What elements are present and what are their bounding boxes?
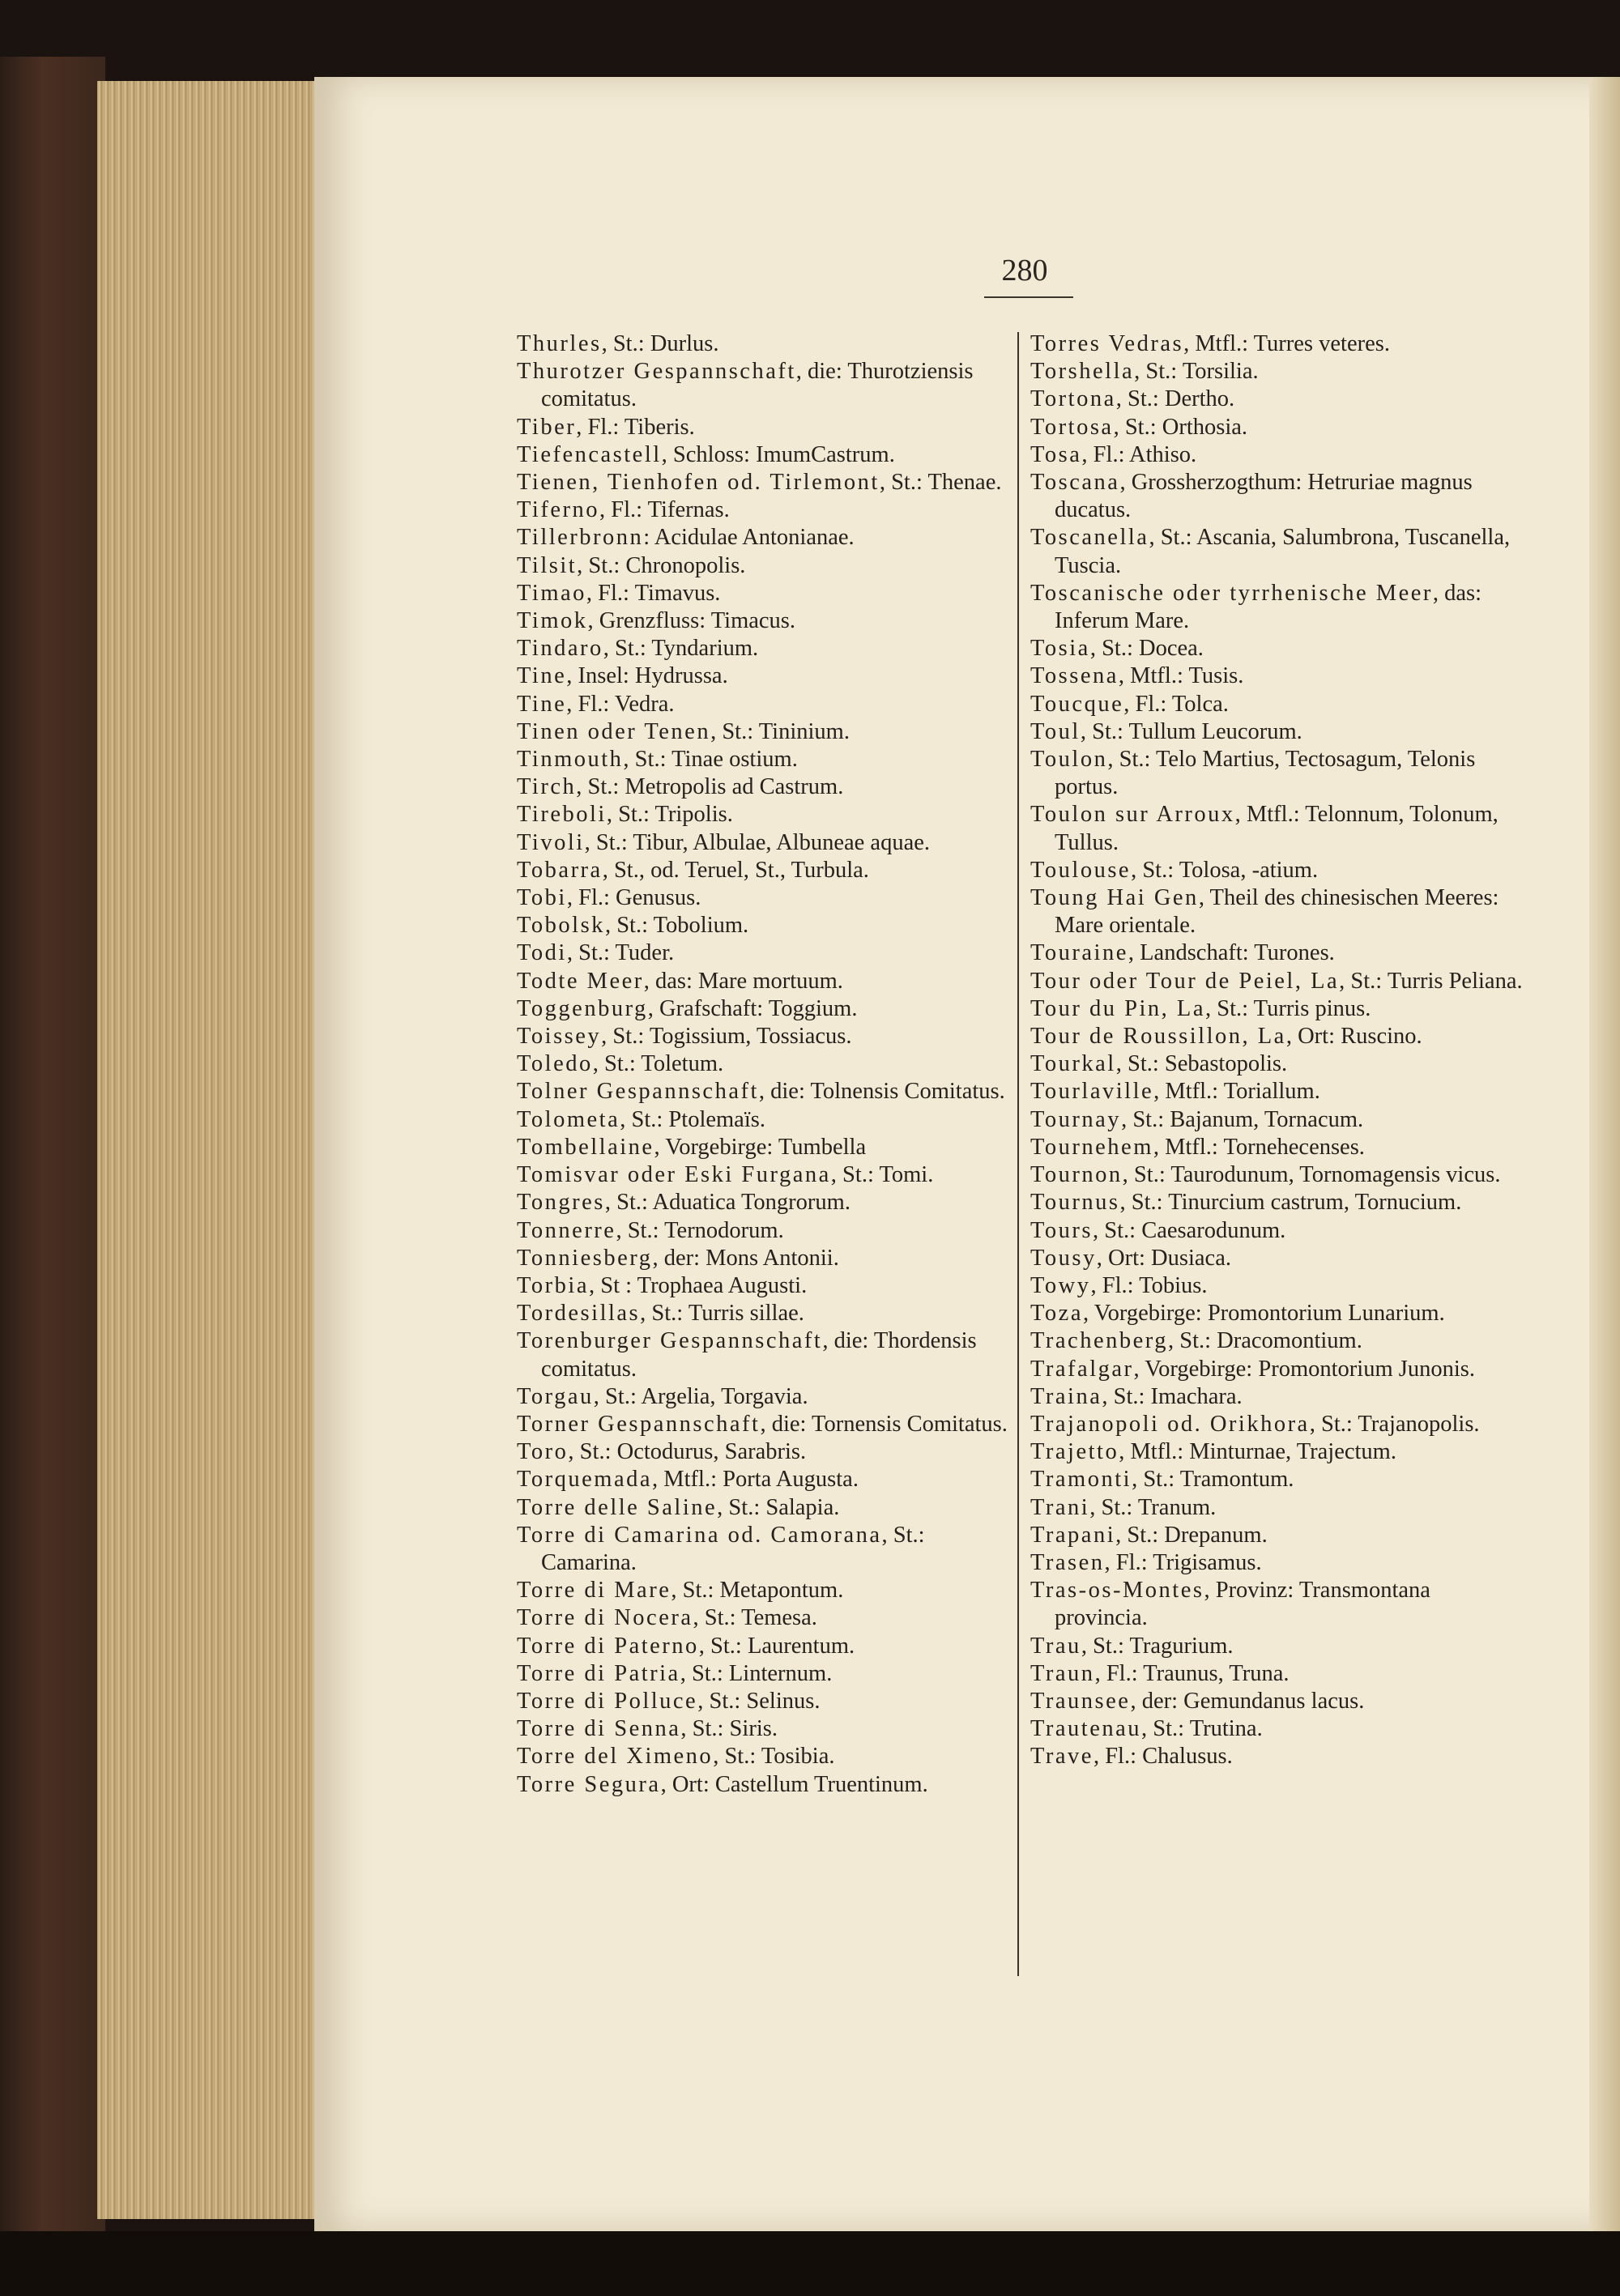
entry-text: , Fl.: Timavus. [586, 580, 721, 606]
dictionary-entry [517, 1411, 1011, 1438]
entry-term: Trajanopoli od. Orikhora [1030, 1411, 1310, 1437]
entry-term: Tour oder Tour de Peiel, La [1030, 968, 1340, 994]
entry-term: Torre di Nocera [517, 1605, 693, 1631]
dictionary-entry [517, 1577, 1011, 1604]
entry-text: , der: Gemundanus lacus. [1130, 1688, 1365, 1714]
dictionary-entry [517, 968, 1011, 995]
dictionary-entry [517, 691, 1011, 718]
entry-term: Toro [517, 1439, 569, 1465]
dictionary-entry [1030, 995, 1526, 1023]
dictionary-entry [1030, 330, 1526, 358]
entry-term: Tordesillas [517, 1301, 641, 1327]
dictionary-entry [517, 939, 1011, 967]
entry-term: Touraine [1030, 940, 1128, 966]
entry-term: Torgau [517, 1383, 594, 1409]
entry-text: , St.: Tragurium. [1081, 1633, 1234, 1659]
dictionary-entry [517, 1106, 1011, 1134]
dictionary-entry [517, 607, 1011, 635]
entry-term: Trau [1030, 1633, 1081, 1659]
dictionary-entry [1030, 746, 1526, 801]
entry-term: Tindaro [517, 636, 603, 662]
dictionary-entry [1030, 414, 1526, 441]
dictionary-entry [1030, 691, 1526, 718]
entry-text: , St.: Octodurus, Sarabris. [568, 1439, 807, 1465]
dictionary-entry [517, 1660, 1011, 1688]
entry-text: , Provinz: Transmontana provincia. [1055, 1578, 1430, 1631]
entry-text: , St.: Dracomontium. [1167, 1328, 1362, 1354]
dictionary-entry [1030, 718, 1526, 746]
dictionary-entry [517, 1161, 1011, 1189]
entry-term: Towy [1030, 1272, 1091, 1298]
dictionary-entry [1030, 1300, 1526, 1327]
dictionary-entry [1030, 1743, 1526, 1770]
entry-term: Tinmouth [517, 747, 624, 773]
entry-text: , St.: Turris Peliana. [1339, 968, 1523, 994]
dictionary-entry [1030, 857, 1526, 884]
entry-text: , St.: Tyndarium. [603, 636, 759, 662]
dictionary-entry [1030, 1522, 1526, 1549]
entry-term: Trave [1030, 1744, 1094, 1770]
entry-term: Toulouse [1030, 857, 1132, 883]
entry-term: Toscanella [1030, 525, 1149, 551]
dictionary-entry [517, 884, 1011, 912]
entry-text: , St.: Docea. [1089, 636, 1204, 662]
entry-text: , St.: Tosibia. [713, 1744, 835, 1770]
entry-text: , St.: Temesa. [693, 1605, 817, 1631]
entry-text: , St.: Dertho. [1115, 386, 1235, 412]
entry-term: Torre di Camarina od. Camorana [517, 1522, 882, 1548]
dictionary-entry [517, 857, 1011, 884]
dictionary-entry [517, 358, 1011, 413]
entry-term: Trapani [1030, 1522, 1116, 1548]
entry-text: , Mtfl.: Porta Augusta. [652, 1467, 859, 1493]
column-divider [1017, 332, 1019, 1976]
entry-term: Tour de Roussillon, La [1030, 1024, 1286, 1050]
entry-term: Toung Hai Gen [1030, 885, 1199, 911]
entry-term: Tournus [1030, 1190, 1120, 1216]
entry-term: Tobolsk [517, 913, 605, 939]
left-column [517, 330, 1011, 1799]
entry-text: , St.: Trajanopolis. [1309, 1411, 1480, 1437]
entry-term: Toissey [517, 1024, 602, 1050]
entry-term: Tras-os-Montes [1030, 1578, 1204, 1604]
dictionary-entry [1030, 1023, 1526, 1050]
entry-term: Tiferno [517, 497, 599, 523]
entry-text: , Fl.: Athiso. [1081, 441, 1197, 467]
entry-term: Tonnerre [517, 1217, 616, 1243]
dictionary-entry [517, 1604, 1011, 1632]
entry-text: , St.: Torsilia. [1134, 359, 1259, 385]
entry-text: , St.: Tuder. [566, 940, 675, 966]
dictionary-entry [517, 1438, 1011, 1466]
entry-text: , die: Thurotziensis comitatus. [541, 359, 974, 412]
page-number: 280 [1001, 253, 1048, 288]
dictionary-entry [1030, 441, 1526, 469]
entry-text: , St.: Ternodorum. [616, 1217, 784, 1243]
entry-term: Tournay [1030, 1106, 1122, 1132]
entry-text: , Fl.: Traunus, Truna. [1094, 1660, 1290, 1686]
entry-term: Tongres [517, 1190, 605, 1216]
entry-text: , die: Tornensis Comitatus. [760, 1411, 1008, 1437]
entry-term: Tourlaville [1030, 1079, 1154, 1105]
dictionary-entry [517, 773, 1011, 801]
dictionary-entry [517, 1050, 1011, 1078]
entry-term: Tomisvar oder Eski Furgana [517, 1162, 831, 1188]
entry-term: Torner Gespannschaft [517, 1411, 761, 1437]
dictionary-entry [517, 1715, 1011, 1743]
dictionary-entry [1030, 1494, 1526, 1522]
dictionary-entry [517, 1466, 1011, 1493]
dictionary-entry [517, 1327, 1011, 1382]
entry-term: Torenburger Gespannschaft [517, 1328, 823, 1354]
entry-text: , St.: Bajanum, Tornacum. [1121, 1106, 1364, 1132]
dictionary-entry [1030, 1161, 1526, 1189]
entry-text: , St.: Laurentum. [698, 1633, 855, 1659]
dictionary-entry [517, 746, 1011, 773]
dictionary-entry [517, 662, 1011, 690]
entry-text: , Grenzfluss: Timacus. [587, 608, 795, 634]
entry-text: , die: Thordensis comitatus. [541, 1328, 977, 1382]
entry-text: , das: Mare mortuum. [643, 968, 843, 994]
entry-text: , Theil des chinesischen Meeres: Mare orientale. [1055, 885, 1499, 939]
entry-term: Trani [1030, 1494, 1090, 1520]
dictionary-entry [1030, 1134, 1526, 1161]
dictionary-entry [1030, 968, 1526, 995]
dictionary-entry [517, 414, 1011, 441]
entry-term: Torre delle Saline [517, 1494, 718, 1520]
dictionary-entry [517, 1771, 1011, 1799]
entry-text: , St.: Tolosa, -atium. [1131, 857, 1319, 883]
next-page-edge [1589, 77, 1620, 2264]
entry-term: Tolner Gespannschaft [517, 1079, 759, 1105]
dictionary-entry [1030, 1549, 1526, 1577]
dictionary-entry [517, 1300, 1011, 1327]
dictionary-entry [517, 1743, 1011, 1770]
dictionary-entry [1030, 469, 1526, 524]
entry-term: Traunsee [1030, 1688, 1131, 1714]
entry-text: , Vorgebirge: Promontorium Lunarium. [1082, 1301, 1445, 1327]
entry-term: Tobarra [517, 857, 603, 883]
entry-text: , St.: Durlus. [601, 331, 719, 356]
entry-term: Tournehem [1030, 1134, 1153, 1160]
entry-text: , Mtfl.: Tusis. [1118, 663, 1244, 689]
entry-text: , Landschaft: Turones. [1128, 940, 1335, 966]
entry-text: , Insel: Hydrussa. [566, 663, 728, 689]
entry-text: , St.: Tripolis. [606, 802, 733, 828]
dictionary-entry [517, 635, 1011, 662]
entry-text: , St.: Chronopolis. [577, 552, 746, 578]
entry-text: , Fl.: Genusus. [566, 885, 701, 911]
dictionary-entry [517, 1688, 1011, 1715]
entry-term: Toulon sur Arroux [1030, 802, 1235, 828]
entry-term: Tossena [1030, 663, 1119, 689]
entry-text: , Ort: Dusiaca. [1096, 1245, 1231, 1271]
dictionary-entry [517, 1245, 1011, 1272]
dictionary-entry [517, 995, 1011, 1023]
entry-text: , St.: Tinurcium castrum, Tornucium. [1119, 1190, 1462, 1216]
entry-term: Tortosa [1030, 414, 1114, 440]
page-edges [97, 81, 318, 2219]
dictionary-entry [1030, 1217, 1526, 1245]
entry-term: Tours [1030, 1217, 1094, 1243]
entry-text: , St.: Tomi. [830, 1162, 934, 1188]
entry-term: Tortona [1030, 386, 1116, 412]
entry-text: , Fl.: Tolca. [1123, 691, 1229, 717]
entry-text: , St.: Thenae. [879, 470, 1002, 496]
entry-text: , Mtfl.: Tornehecenses. [1153, 1134, 1365, 1160]
dictionary-entry [1030, 939, 1526, 967]
page-number-rule [984, 296, 1073, 298]
entry-term: Torre di Polluce [517, 1688, 698, 1714]
entry-term: Tombellaine [517, 1134, 654, 1160]
dictionary-entry [517, 1189, 1011, 1216]
dictionary-entry [517, 441, 1011, 469]
dictionary-entry [517, 1494, 1011, 1522]
entry-term: Torbia [517, 1272, 589, 1298]
entry-term: Todi [517, 940, 567, 966]
entry-term: Tiber [517, 414, 577, 440]
entry-term: Tilsit [517, 552, 578, 578]
entry-text: , Mtfl.: Turres veteres. [1183, 331, 1390, 356]
entry-term: Trafalgar [1030, 1356, 1134, 1382]
entry-text: , St.: Caesarodunum. [1093, 1217, 1286, 1243]
entry-text: , St.: Siris. [680, 1716, 778, 1742]
entry-term: Tivoli [517, 829, 585, 855]
dictionary-entry [1030, 524, 1526, 579]
entry-text: , Fl.: Tiberis. [576, 414, 695, 440]
entry-text: , Vorgebirge: Tumbella [654, 1134, 867, 1160]
entry-text: , St.: Tranum. [1089, 1494, 1217, 1520]
entry-text: , Grafschaft: Toggium. [647, 995, 858, 1021]
entry-term: Tour du Pin, La [1030, 995, 1205, 1021]
dictionary-entry [517, 496, 1011, 524]
entry-term: Tiefencastell [517, 441, 662, 467]
dictionary-entry [517, 1023, 1011, 1050]
entry-text: , St.: Linternum. [680, 1660, 833, 1686]
book-cover-edge [0, 57, 105, 2260]
entry-term: Tramonti [1030, 1467, 1132, 1493]
entry-term: Todte Meer [517, 968, 644, 994]
entry-text: , Ort: Ruscino. [1285, 1024, 1422, 1050]
entry-text: , Fl.: Tifernas. [599, 497, 730, 523]
right-column [1030, 330, 1526, 1771]
dictionary-entry [1030, 1272, 1526, 1300]
dictionary-entry [517, 1522, 1011, 1577]
entry-text: , St.: Tullum Leucorum. [1080, 718, 1302, 744]
entry-text: , Ort: Castellum Truentinum. [660, 1771, 928, 1797]
entry-text: , Fl.: Vedra. [566, 691, 675, 717]
entry-text: , St.: Ptolemaïs. [620, 1106, 765, 1132]
entry-text: , St.: Argelia, Torgavia. [593, 1383, 808, 1409]
entry-text: , St.: Orthosia. [1113, 414, 1248, 440]
entry-text: , St.: Tinae ostium. [623, 747, 798, 773]
entry-term: Thurles [517, 331, 602, 356]
dictionary-entry [1030, 884, 1526, 939]
dictionary-entry [1030, 1633, 1526, 1660]
entry-term: Toggenburg [517, 995, 648, 1021]
entry-term: Torre di Paterno [517, 1633, 699, 1659]
entry-text: , St.: Trutina. [1141, 1716, 1263, 1742]
dictionary-entry [517, 469, 1011, 496]
dictionary-entry [1030, 1078, 1526, 1105]
entry-term: Toscanische oder tyrrhenische Meer [1030, 580, 1433, 606]
entry-term: Tosa [1030, 441, 1082, 467]
entry-text: , St.: Tobolium. [604, 913, 749, 939]
entry-term: Toulon [1030, 747, 1108, 773]
entry-term: Toul [1030, 718, 1081, 744]
entry-term: Timok [517, 608, 588, 634]
entry-text: , St.: Turris sillae. [640, 1301, 804, 1327]
entry-term: Timao [517, 580, 586, 606]
dictionary-entry [1030, 1466, 1526, 1493]
dictionary-entry [1030, 580, 1526, 635]
entry-text: , St.: Toletum. [592, 1051, 724, 1077]
entry-text: , St.: Telo Martius, Tectosagum, Telonis portus. [1055, 747, 1476, 800]
dictionary-entry [1030, 386, 1526, 413]
entry-term: Tine [517, 663, 567, 689]
dictionary-entry [517, 580, 1011, 607]
dictionary-entry [517, 1272, 1011, 1300]
entry-text: : Acidulae Antonianae. [643, 525, 855, 551]
dictionary-entry [1030, 1050, 1526, 1078]
dictionary-entry [517, 718, 1011, 746]
dictionary-entry [1030, 1688, 1526, 1715]
entry-text: , St.: Drepanum. [1115, 1522, 1268, 1548]
entry-text: , Mtfl.: Telonnum, Tolonum, Tullus. [1055, 802, 1498, 855]
entry-term: Trautenau [1030, 1716, 1142, 1742]
entry-term: Tonniesberg [517, 1245, 653, 1271]
entry-term: Tousy [1030, 1245, 1097, 1271]
dictionary-entry [1030, 801, 1526, 856]
entry-term: Tirch [517, 774, 577, 800]
entry-term: Torre Segura [517, 1771, 661, 1797]
entry-text: , St.: Tininium. [710, 718, 850, 744]
entry-text: , Mtfl.: Minturnae, Trajectum. [1119, 1439, 1396, 1465]
dictionary-entry [517, 801, 1011, 829]
entry-term: Trajetto [1030, 1439, 1119, 1465]
dictionary-entry [1030, 1660, 1526, 1688]
entry-text: , St.: Salapia. [717, 1494, 840, 1520]
dictionary-entry [1030, 1189, 1526, 1216]
entry-text: , St.: Ascania, Salumbrona, Tuscanella, Tuscia. [1055, 525, 1511, 578]
entry-term: Tireboli [517, 802, 607, 828]
entry-text: , St.: Imachara. [1102, 1383, 1243, 1409]
entry-term: Tolometa [517, 1106, 620, 1132]
entry-text: , Fl.: Tobius. [1090, 1272, 1208, 1298]
dictionary-entry [1030, 1411, 1526, 1438]
entry-term: Tosia [1030, 636, 1090, 662]
entry-text: , das: Inferum Mare. [1055, 580, 1482, 634]
dictionary-entry [1030, 1438, 1526, 1466]
entry-term: Tourkal [1030, 1051, 1116, 1077]
entry-term: Torshella [1030, 359, 1135, 385]
entry-term: Torre di Patria [517, 1660, 680, 1686]
dictionary-entry [1030, 1327, 1526, 1355]
dictionary-entry [1030, 1245, 1526, 1272]
entry-term: Torre del Ximeno [517, 1744, 714, 1770]
entry-term: Tinen oder Tenen [517, 718, 711, 744]
entry-text: , St.: Aduatica Tongrorum. [604, 1190, 850, 1216]
dictionary-entry [1030, 1715, 1526, 1743]
dictionary-entry [1030, 1356, 1526, 1383]
entry-term: Torquemada [517, 1467, 653, 1493]
entry-text: , St.: Metapontum. [671, 1578, 844, 1604]
entry-term: Toucque [1030, 691, 1124, 717]
entry-term: Tournon [1030, 1162, 1123, 1188]
entry-text: , St., od. Teruel, St., Turbula. [602, 857, 869, 883]
entry-text: , Mtfl.: Toriallum. [1153, 1079, 1320, 1105]
dictionary-entry [517, 912, 1011, 939]
entry-text: , St.: Metropolis ad Castrum. [576, 774, 844, 800]
entry-text: , St.: Turris pinus. [1205, 995, 1371, 1021]
entry-term: Toledo [517, 1051, 593, 1077]
entry-text: , die: Tolnensis Comitatus. [758, 1079, 1005, 1105]
entry-term: Toscana [1030, 470, 1120, 496]
dictionary-entry [517, 829, 1011, 857]
entry-text: , St.: Camarina. [541, 1522, 925, 1575]
dictionary-entry [517, 552, 1011, 580]
entry-term: Toza [1030, 1301, 1083, 1327]
entry-term: Torre di Senna [517, 1716, 681, 1742]
entry-text: , St.: Sebastopolis. [1115, 1051, 1288, 1077]
entry-term: Tienen, Tienhofen od. Tirlemont [517, 470, 880, 496]
entry-text: , Grossherzogthum: Hetruriae magnus ducatus. [1055, 470, 1473, 523]
background-shadow [0, 2231, 1620, 2296]
entry-term: Traun [1030, 1660, 1095, 1686]
dictionary-entry [517, 1633, 1011, 1660]
dictionary-entry [517, 1217, 1011, 1245]
entry-text: , St.: Tramontum. [1132, 1467, 1294, 1493]
entry-term: Tobi [517, 885, 567, 911]
dictionary-entry [517, 1078, 1011, 1105]
entry-text: , St.: Tibur, Albulae, Albuneae aquae. [584, 829, 930, 855]
entry-term: Thurotzer Gespannschaft [517, 359, 796, 385]
entry-text: , Vorgebirge: Promontorium Junonis. [1133, 1356, 1475, 1382]
dictionary-entry [517, 524, 1011, 552]
entry-term: Torre di Mare [517, 1578, 671, 1604]
entry-term: Trasen [1030, 1549, 1105, 1575]
dictionary-entry [1030, 662, 1526, 690]
entry-term: Tillerbronn [517, 525, 644, 551]
dictionary-entry [1030, 1577, 1526, 1632]
entry-text: , St.: Taurodunum, Tornomagensis vicus. [1122, 1162, 1501, 1188]
dictionary-entry [517, 330, 1011, 358]
dictionary-entry [517, 1383, 1011, 1411]
dictionary-entry [1030, 1106, 1526, 1134]
entry-text: , der: Mons Antonii. [652, 1245, 839, 1271]
entry-text: , Fl.: Trigisamus. [1104, 1549, 1262, 1575]
entry-term: Traina [1030, 1383, 1102, 1409]
dictionary-entry [1030, 1383, 1526, 1411]
entry-text: , Schloss: ImumCastrum. [661, 441, 895, 467]
dictionary-entry [517, 1134, 1011, 1161]
entry-text: , St : Trophaea Augusti. [588, 1272, 808, 1298]
entry-term: Torres Vedras [1030, 331, 1184, 356]
entry-text: , St.: Togissium, Tossiacus. [601, 1024, 852, 1050]
entry-text: , Fl.: Chalusus. [1093, 1744, 1233, 1770]
entry-text: , St.: Selinus. [697, 1688, 821, 1714]
entry-term: Trachenberg [1030, 1328, 1168, 1354]
dictionary-entry [1030, 358, 1526, 386]
entry-term: Tine [517, 691, 567, 717]
dictionary-entry [1030, 635, 1526, 662]
